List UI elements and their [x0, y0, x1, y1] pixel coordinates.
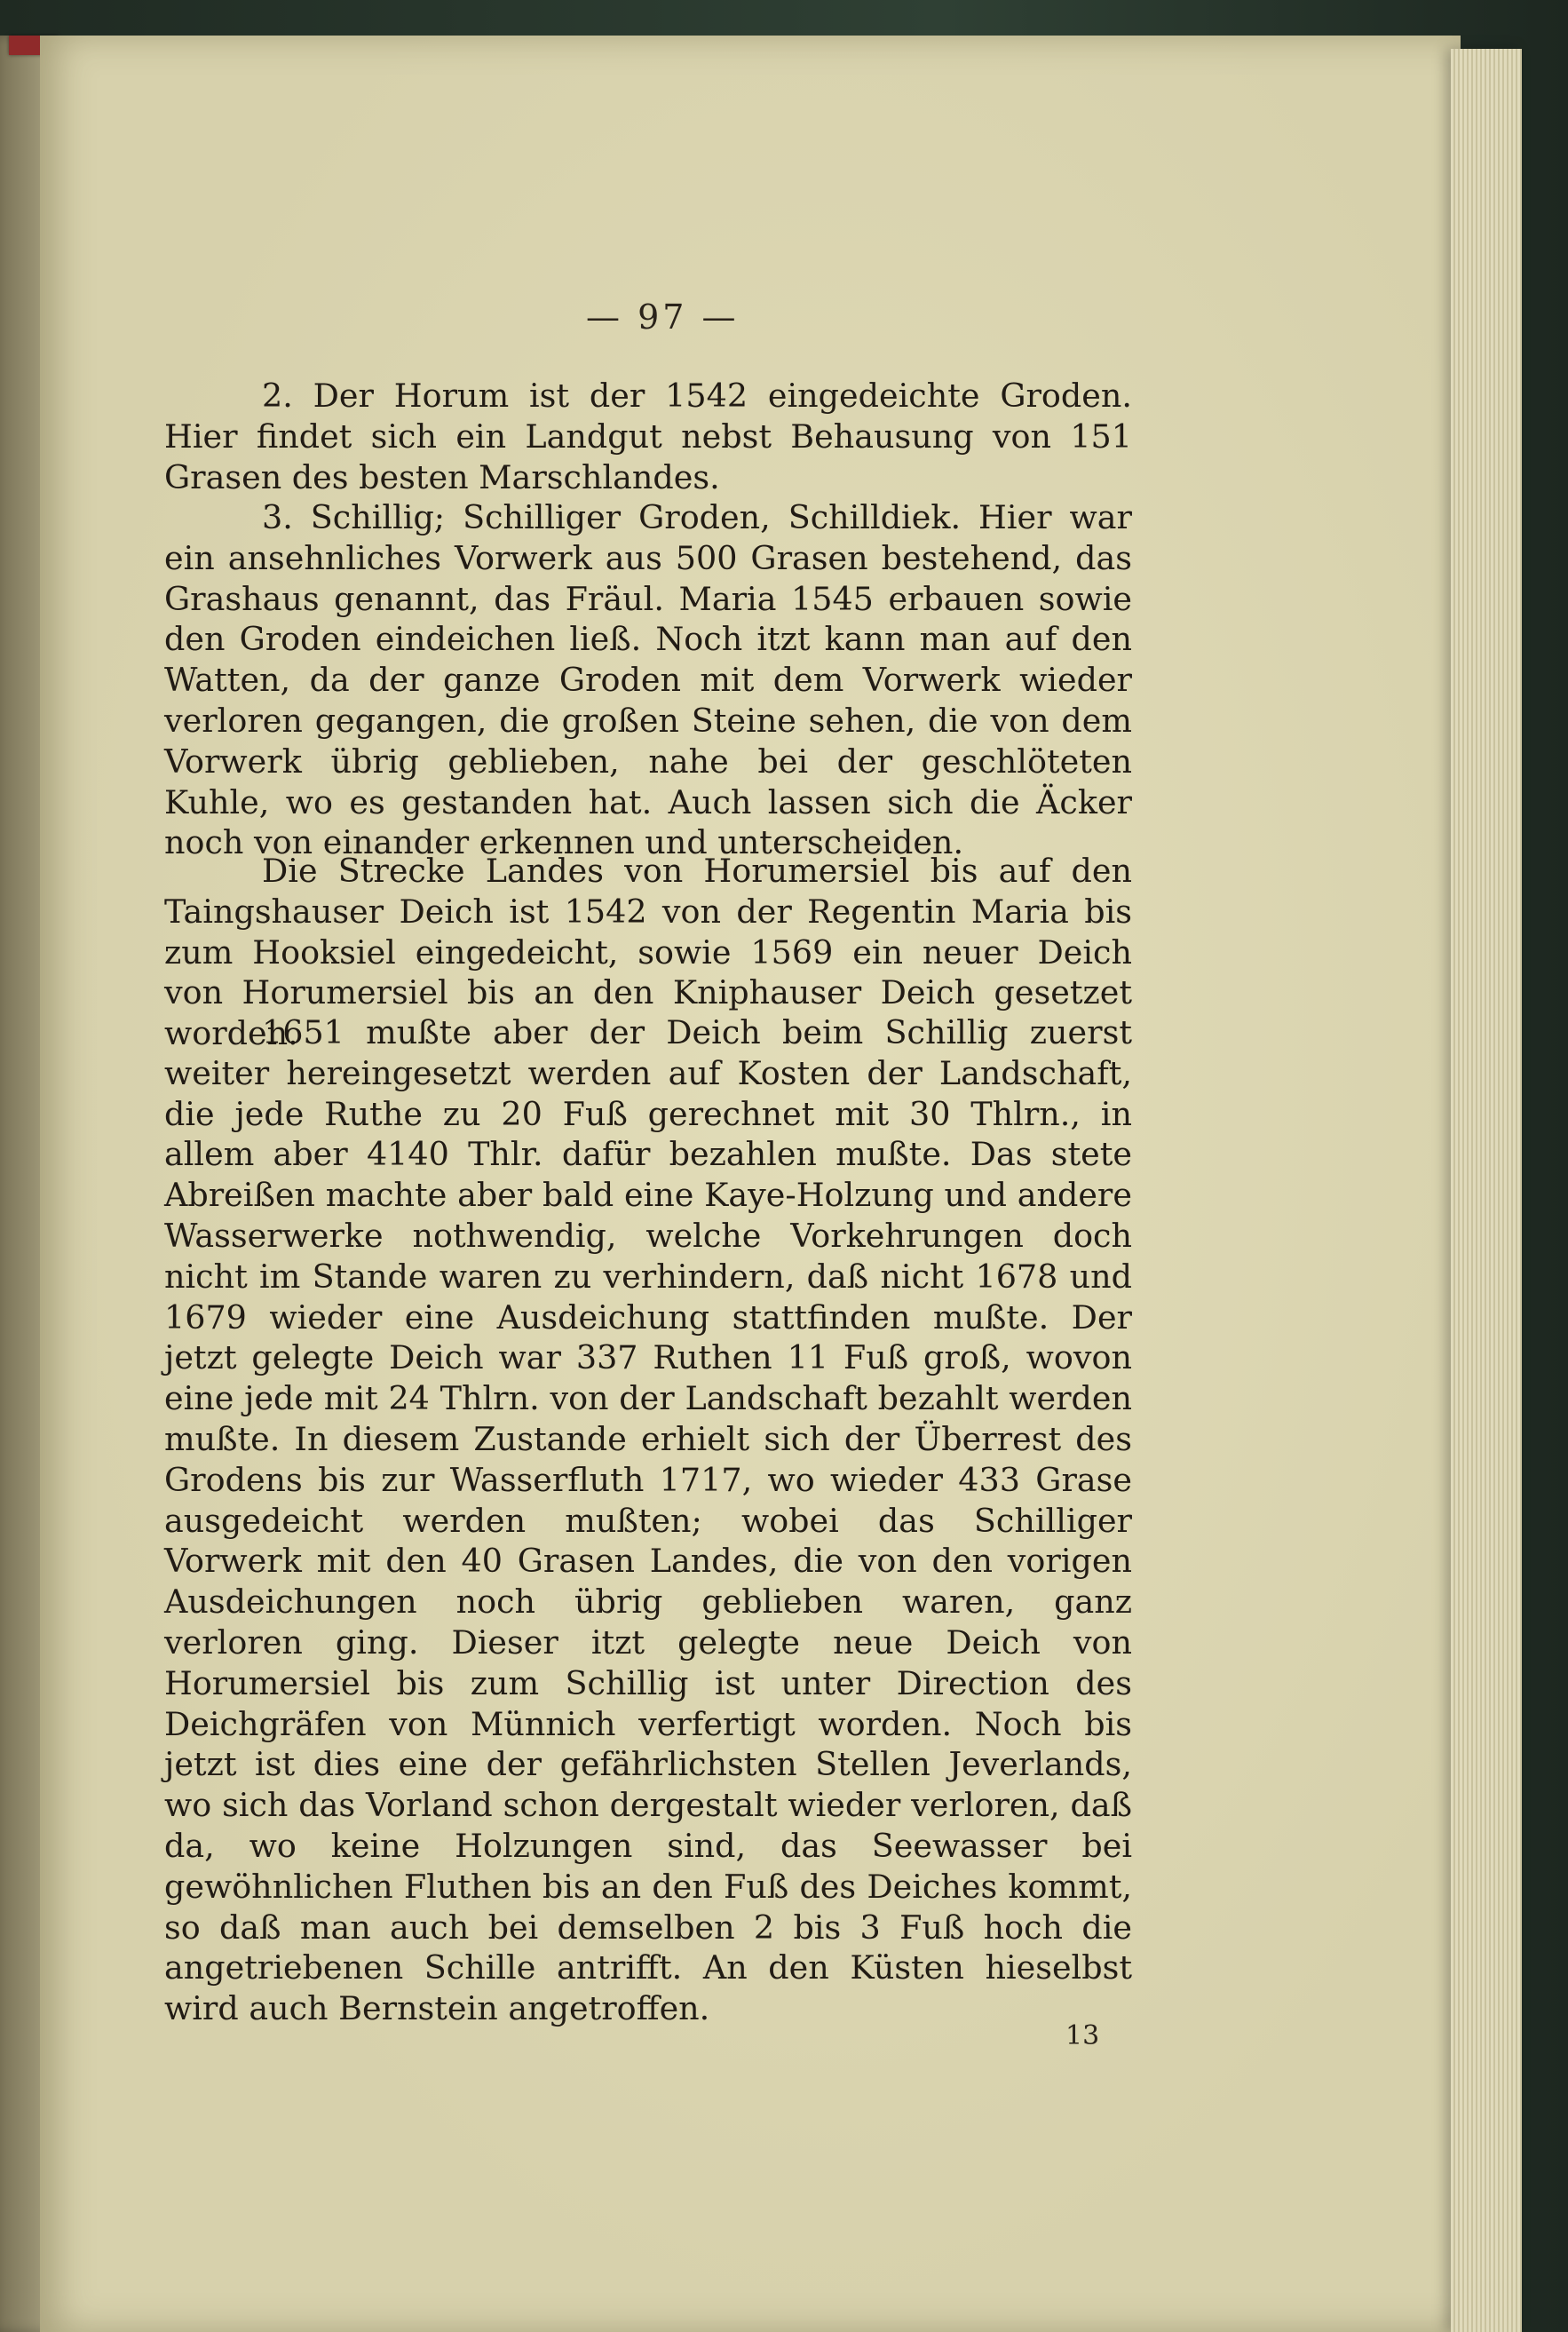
- page-edges: [1451, 49, 1522, 2332]
- paragraph-horum: 2. Der Horum ist der 1542 eingedeichte Groden. Hier findet sich ein Landgut nebst Behausung von 151 Grasen des besten Marschlandes.: [164, 377, 1132, 496]
- signature-mark: 13: [1065, 2020, 1100, 2051]
- paragraph-strecke-landes: Die Strecke Landes von Horumersiel bis auf den Taingshauser Deich ist 1542 von der Regentin Maria bis zum Hooksiel eingedeicht, sowie 1569 ein neuer Deich von Horumersiel bis an den Kniphauser Deich gesetzet worden.: [164, 852, 1132, 1053]
- paragraph-schillig: 3. Schillig; Schilliger Groden, Schilldiek. Hier war ein ansehnliches Vorwerk aus 500 Grasen bestehend, das Grashaus genannt, das Fräul. Maria 1545 erbauen sowie den Groden eindeichen ließ. Noch itzt kann man auf den Watten, da der ganze Groden mit dem Vorwerk wieder verloren gegangen, die großen Steine sehen, die von dem Vorwerk übrig geblieben, nahe bei der geschlöteten Kuhle, wo es gestanden hat. Auch lassen sich die Äcker noch von einander erkennen und unterscheiden.: [164, 498, 1132, 862]
- paragraph-deich-1651: 1651 mußte aber der Deich beim Schillig zuerst weiter hereingesetzt werden auf Kosten der Landschaft, die jede Ruthe zu 20 Fuß gerechnet mit 30 Thlrn., in allem aber 4140 Thlr. dafür bezahlen mußte. Das stete Abreißen machte aber bald eine Kaye-Holzung und andere Wasserwerke nothwendig, welche Vorkehrungen doch nicht im Stande waren zu verhindern, daß nicht 1678 und 1679 wieder eine Ausdeichung stattfinden mußte. Der jetzt gelegte Deich war 337 Ruthen 11 Fuß groß, wovon eine jede mit 24 Thlrn. von der Landschaft bezahlt werden mußte. In diesem Zustande erhielt sich der Überrest des Grodens bis zur Wasserfluth 1717, wo wieder 433 Grase ausgedeicht werden mußten; wobei das Schilliger Vorwerk mit den 40 Grasen Landes, die von den vorigen Ausdeichungen noch übrig geblieben waren, ganz verloren ging. Dieser itzt gelegte neue Deich von Horumersiel bis zum Schillig ist unter Direction des Deichgräfen von Münnich verfertigt worden. Noch bis jetzt ist dies eine der gefährlichsten Stellen Jeverlands, wo sich das Vorland schon dergestalt wieder verloren, daß da, wo keine Holzungen sind, das Seewasser bei gewöhnlichen Fluthen bis an den Fuß des Deiches kommt, so daß man auch bei demselben 2 bis 3 Fuß hoch die angetriebenen Schille antrifft. An den Küsten hieselbst wird auch Bernstein angetroffen.: [164, 1013, 1132, 2028]
- page-number: — 97 —: [586, 297, 740, 337]
